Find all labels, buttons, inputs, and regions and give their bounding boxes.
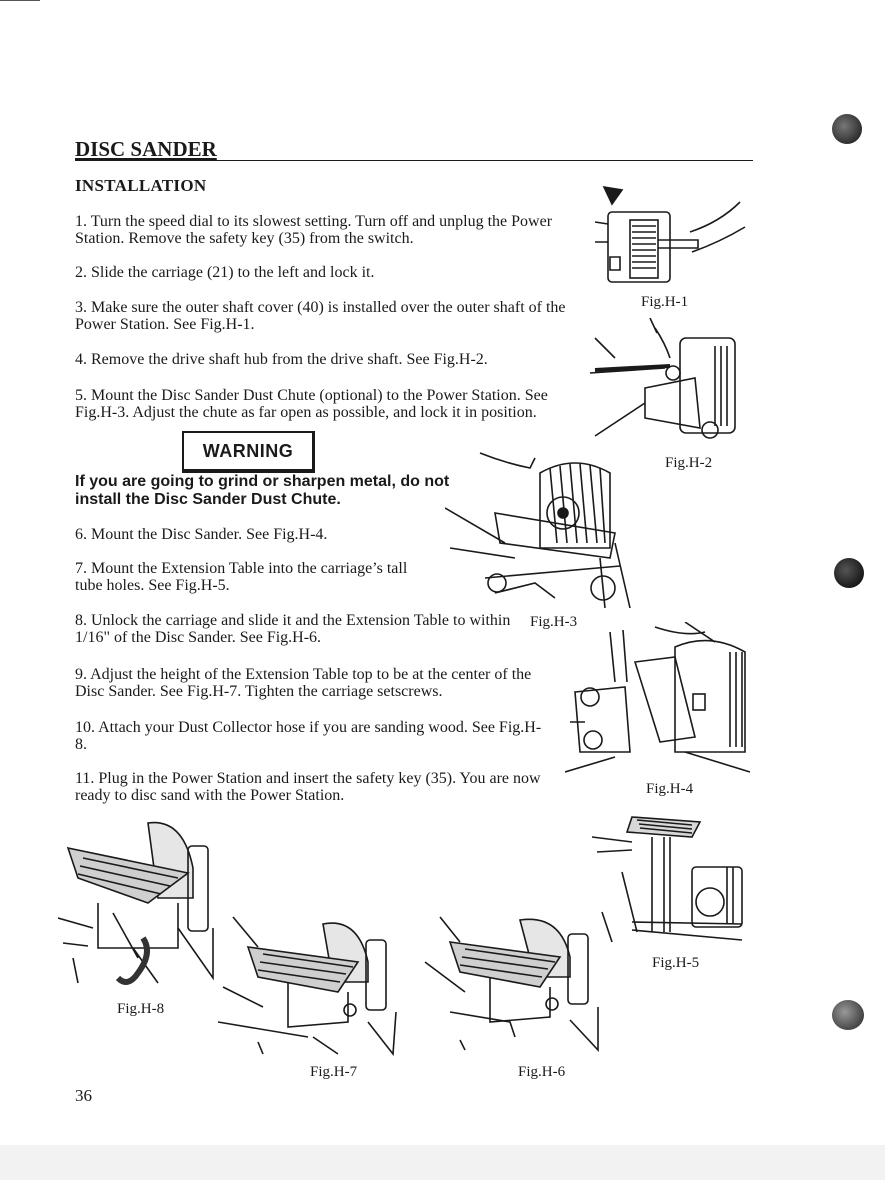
page-title: DISC SANDER: [75, 138, 753, 161]
fig-h8-illustration: [58, 818, 223, 998]
binder-hole-3: [832, 1000, 864, 1030]
fig-h2-label: Fig.H-2: [665, 455, 713, 471]
step-7: 7. Mount the Extension Table into the carriage’s tall tube holes. See Fig.H-5.: [75, 560, 408, 594]
scan-bottom-edge: [0, 1145, 885, 1180]
fig-h3-illustration: [445, 448, 645, 610]
step-9: 9. Adjust the height of the Extension Table top to be at the center of the Disc Sander. See Fig.H-7. Tighten the carriage setscrews.: [75, 666, 532, 700]
page-number: 36: [75, 1086, 92, 1105]
fig-h8-label: Fig.H-8: [117, 1001, 165, 1017]
scan-edge-line: [0, 0, 40, 1]
step-4: 4. Remove the drive shaft hub from the drive shaft. See Fig.H-2.: [75, 351, 488, 368]
fig-h2-illustration: [585, 318, 745, 446]
step-2: 2. Slide the carriage (21) to the left and lock it.: [75, 264, 375, 281]
step-6: 6. Mount the Disc Sander. See Fig.H-4.: [75, 526, 328, 543]
warning-text: If you are going to grind or sharpen metal, do not install the Disc Sander Dust Chute.: [75, 473, 450, 508]
fig-h1-label: Fig.H-1: [641, 294, 689, 310]
binder-hole-2: [834, 558, 864, 588]
fig-h6-label: Fig.H-6: [518, 1064, 566, 1080]
fig-h3-label: Fig.H-3: [530, 614, 578, 630]
step-3: 3. Make sure the outer shaft cover (40) is installed over the outer shaft of the Power Station. See Fig.H-1.: [75, 299, 566, 333]
step-10: 10. Attach your Dust Collector hose if you are sanding wood. See Fig.H-8.: [75, 719, 542, 753]
step-1: 1. Turn the speed dial to its slowest setting. Turn off and unplug the Power Station. Remove the safety key (35) from the switch.: [75, 213, 553, 247]
fig-h4-illustration: [565, 622, 755, 780]
fig-h7-label: Fig.H-7: [310, 1064, 358, 1080]
fig-h5-illustration: [592, 812, 752, 947]
binder-hole-1: [832, 114, 862, 144]
fig-h7-illustration: [218, 912, 403, 1057]
warning-label: WARNING: [182, 431, 315, 473]
fig-h1-illustration: [590, 182, 750, 290]
fig-h5-label: Fig.H-5: [652, 955, 700, 971]
fig-h6-illustration: [420, 912, 605, 1052]
fig-h4-label: Fig.H-4: [646, 781, 694, 797]
section-subtitle: INSTALLATION: [75, 176, 207, 195]
step-11: 11. Plug in the Power Station and insert the safety key (35). You are now ready to disc sand with the Power Station.: [75, 770, 541, 804]
step-8: 8. Unlock the carriage and slide it and the Extension Table to within 1/16" of the Disc Sander. See Fig.H-6.: [75, 612, 511, 646]
step-5: 5. Mount the Disc Sander Dust Chute (optional) to the Power Station. See Fig.H-3. Adjust the chute as far open as possible, and lock it in position.: [75, 387, 548, 421]
